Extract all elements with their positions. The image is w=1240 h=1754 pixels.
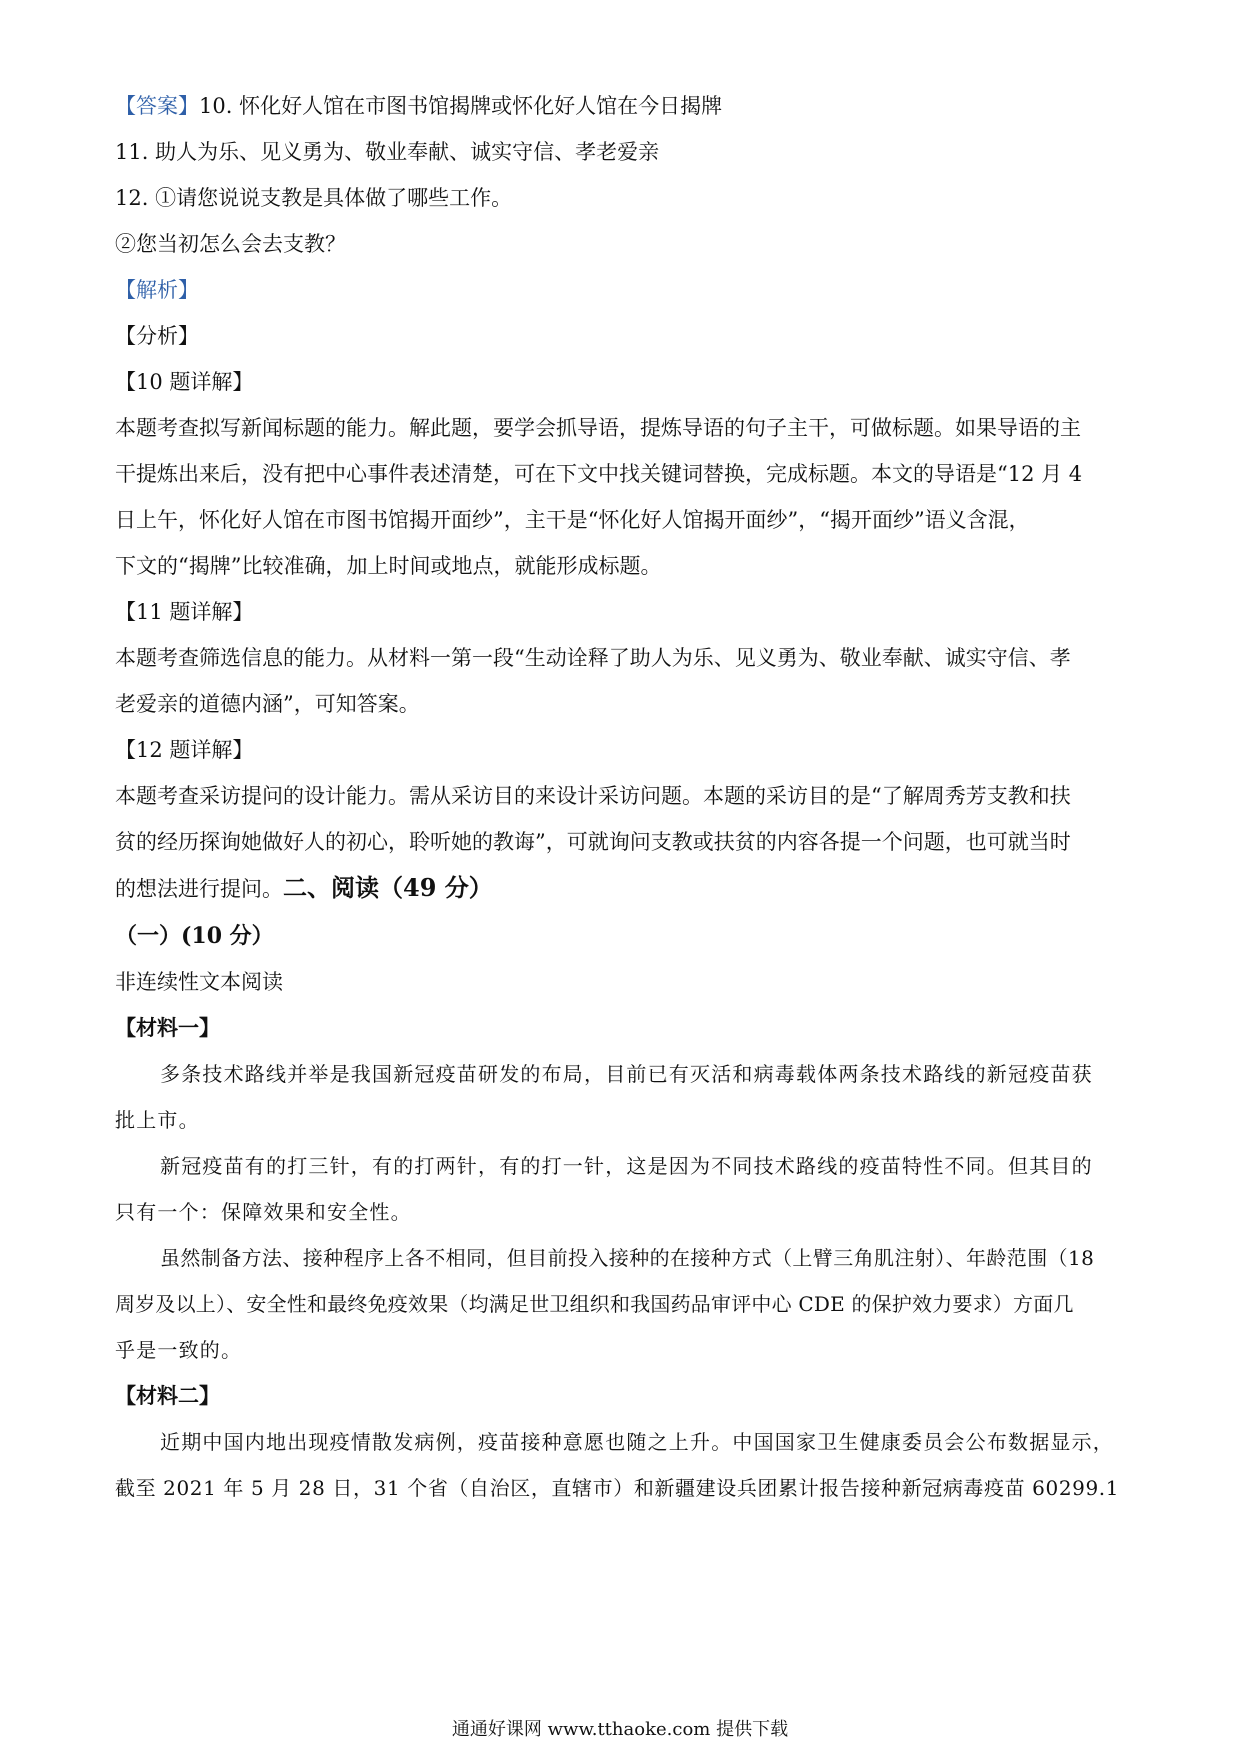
section-heading-reading: 二、阅读（49 分） bbox=[283, 873, 493, 902]
answer-10: 【答案】10. 怀化好人馆在市图书馆揭牌或怀化好人馆在今日揭牌 bbox=[115, 94, 723, 118]
material-1-line: 虽然制备方法、接种程序上各不相同，但目前投入接种的在接种方式（上臂三角肌注射）、年龄范围（18 bbox=[160, 1246, 1095, 1270]
detail-11-line: 本题考查筛选信息的能力。从材料一第一段“生动诠释了助人为乐、见义勇为、敬业奉献、诚实守信、孝 bbox=[115, 646, 1071, 670]
analysis-tag: 【解析】 bbox=[115, 278, 199, 302]
detail-12-last-line: 的想法进行提问。二、阅读（49 分） bbox=[115, 873, 493, 902]
material-2-line: 截至 2021 年 5 月 28 日，31 个省（自治区，直辖市）和新疆建设兵团累计报告接种新冠病毒疫苗 60299.1 bbox=[115, 1476, 1120, 1500]
material-1-heading: 【材料一】 bbox=[115, 1015, 220, 1040]
detail-12-line: 贫的经历探询她做好人的初心，聆听她的教诲”，可就询问支教或扶贫的内容各提一个问题，也可就当时 bbox=[115, 830, 1071, 854]
footer-watermark: 通通好课网 www.tthaoke.com 提供下载 bbox=[451, 1719, 789, 1740]
material-1-line: 周岁及以上）、安全性和最终免疫效果（均满足世卫组织和我国药品审评中心 CDE 的保护效力要求）方面几 bbox=[115, 1292, 1074, 1316]
answer-12-a: 12. ①请您说说支教是具体做了哪些工作。 bbox=[115, 186, 513, 210]
material-1-line: 只有一个：保障效果和安全性。 bbox=[115, 1200, 412, 1224]
detail-12-heading: 【12 题详解】 bbox=[115, 738, 254, 762]
detail-10-line: 干提炼出来后，没有把中心事件表述清楚，可在下文中找关键词替换，完成标题。本文的导语是“12 月 4 bbox=[115, 462, 1083, 486]
material-2-line: 近期中国内地出现疫情散发病例，疫苗接种意愿也随之上升。中国国家卫生健康委员会公布数据显示， bbox=[160, 1430, 1114, 1454]
material-2-heading: 【材料二】 bbox=[115, 1383, 220, 1408]
material-1-line: 批上市。 bbox=[115, 1108, 200, 1132]
answer-11: 11. 助人为乐、见义勇为、敬业奉献、诚实守信、孝老爱亲 bbox=[115, 140, 660, 164]
detail-10-line: 本题考查拟写新闻标题的能力。解此题，要学会抓导语，提炼导语的句子主干，可做标题。如果导语的主 bbox=[115, 416, 1081, 440]
detail-10-line: 下文的“揭牌”比较准确，加上时间或地点，就能形成标题。 bbox=[115, 554, 662, 578]
analysis-sub-heading: 【分析】 bbox=[115, 324, 199, 348]
detail-12-line: 本题考查采访提问的设计能力。需从采访目的来设计采访问题。本题的采访目的是“了解周秀芳支教和扶 bbox=[115, 784, 1071, 808]
answer-12-b: ②您当初怎么会去支教？ bbox=[115, 232, 346, 256]
detail-11-heading: 【11 题详解】 bbox=[115, 600, 254, 624]
answer-tag: 【答案】 bbox=[115, 94, 199, 118]
reading-type: 非连续性文本阅读 bbox=[115, 970, 283, 994]
material-1-line: 多条技术路线并举是我国新冠疫苗研发的布局，目前已有灭活和病毒载体两条技术路线的新冠疫苗获 bbox=[160, 1062, 1093, 1086]
detail-11-line: 老爱亲的道德内涵”，可知答案。 bbox=[115, 692, 420, 716]
reading-part-heading: （一）(10 分） bbox=[115, 923, 274, 949]
detail-10-heading: 【10 题详解】 bbox=[115, 370, 254, 394]
detail-10-line: 日上午，怀化好人馆在市图书馆揭开面纱”，主干是“怀化好人馆揭开面纱”，“揭开面纱”语义含混， bbox=[115, 508, 1030, 532]
material-1-line: 新冠疫苗有的打三针，有的打两针，有的打一针，这是因为不同技术路线的疫苗特性不同。但其目的 bbox=[160, 1154, 1093, 1178]
material-1-line: 乎是一致的。 bbox=[115, 1338, 243, 1362]
